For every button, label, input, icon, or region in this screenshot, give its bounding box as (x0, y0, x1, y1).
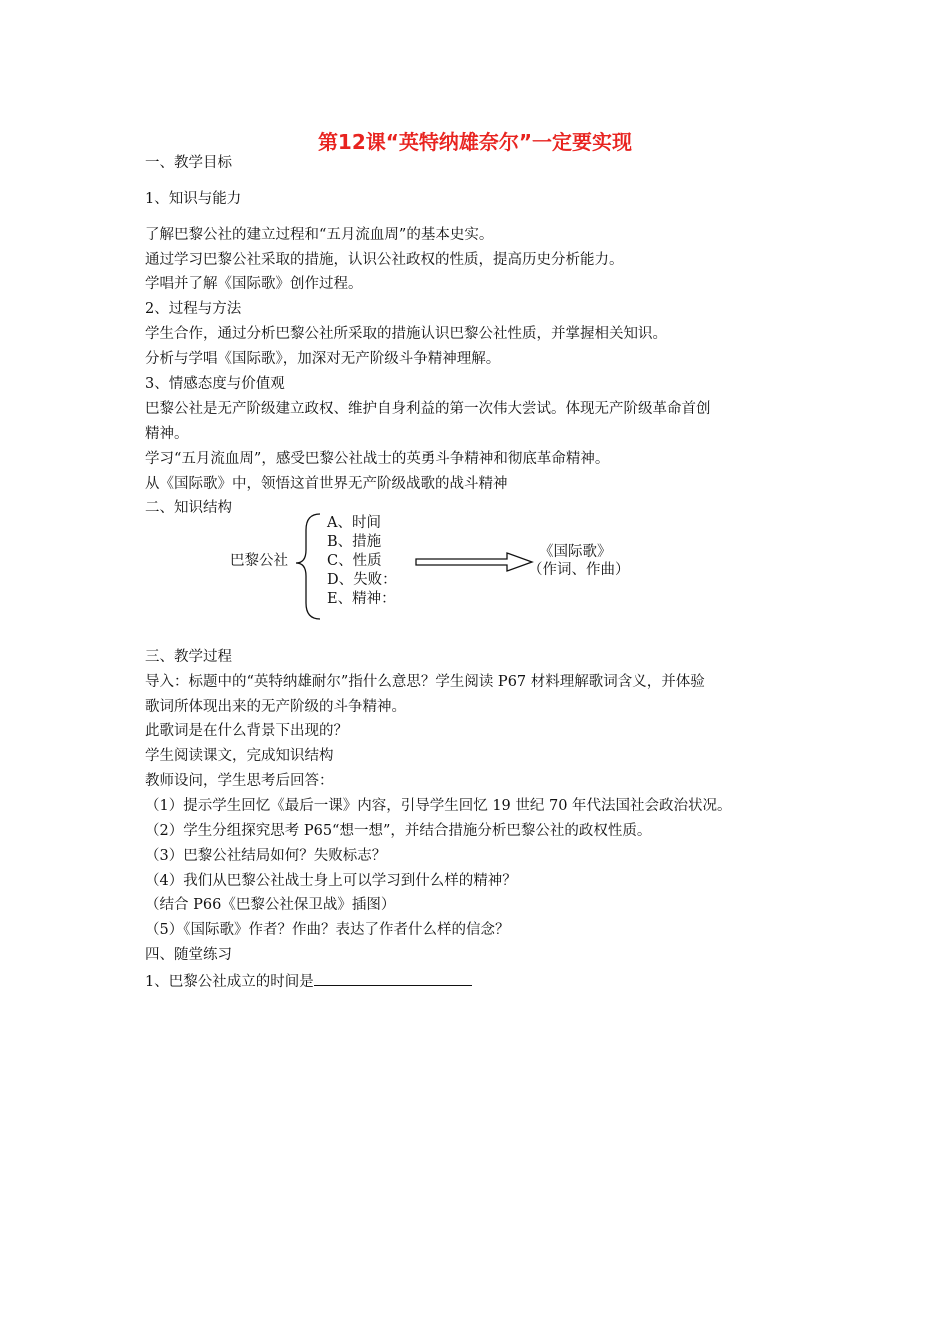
method-item: 分析与学唱《国际歌》，加深对无产阶级斗争精神理解。 (145, 351, 501, 367)
diagram-item-failure: D、失败： (327, 572, 397, 588)
heading-practice: 四、随堂练习 (145, 947, 232, 963)
process-question: （4）我们从巴黎公社战士身上可以学习到什么样的精神？ (145, 873, 517, 889)
brace-shape (296, 514, 320, 619)
answer-blank[interactable] (314, 971, 472, 986)
process-item: 导入：标题中的“英特纳雄耐尔”指什么意思？学生阅读 P67 材料理解歌词含义，并体验 (145, 674, 705, 690)
diagram-target-title: 《国际歌》 (539, 544, 612, 560)
diagram-target-subtitle: （作词、作曲） (528, 562, 630, 578)
practice-question-text: 1、巴黎公社成立的时间是 (145, 974, 314, 990)
process-question: （2）学生分组探究思考 P65“想一想”，并结合措施分析巴黎公社的政权性质。 (145, 823, 652, 839)
values-item: 巴黎公社是无产阶级建立政权、维护自身利益的第一次伟大尝试。体现无产阶级革命首创 (145, 401, 711, 417)
heading-knowledge-structure: 二、知识结构 (145, 500, 232, 516)
process-item: 歌词所体现出来的无产阶级的斗争精神。 (145, 699, 406, 715)
subheading-process-method: 2、过程与方法 (145, 301, 242, 317)
diagram-root-label: 巴黎公社 (230, 553, 288, 569)
goal-item: 学唱并了解《国际歌》创作过程。 (145, 276, 363, 292)
process-question: （5）《国际歌》作者？作曲？表达了作者什么样的信念？ (145, 922, 510, 938)
goal-item: 了解巴黎公社的建立过程和“五月流血周”的基本史实。 (145, 227, 494, 243)
practice-question (145, 971, 472, 991)
arrow-shape (416, 553, 532, 571)
diagram-item-nature: C、性质 (327, 553, 382, 569)
process-question: （1）提示学生回忆《最后一课》内容，引导学生回忆 19 世纪 70 年代法国社会政治状况。 (145, 798, 732, 814)
values-item: 从《国际歌》中，领悟这首世界无产阶级战歌的战斗精神 (145, 476, 508, 492)
heading-teaching-process: 三、教学过程 (145, 649, 232, 665)
values-item: 学习“五月流血周”，感受巴黎公社战士的英勇斗争精神和彻底革命精神。 (145, 451, 610, 467)
values-item: 精神。 (145, 426, 189, 442)
diagram-item-time: A、时间 (327, 515, 381, 531)
process-item: 此歌词是在什么背景下出现的？ (145, 723, 348, 739)
subheading-knowledge-ability: 1、知识与能力 (145, 191, 242, 207)
process-item: 学生阅读课文，完成知识结构 (145, 748, 334, 764)
method-item: 学生合作，通过分析巴黎公社所采取的措施认识巴黎公社性质，并掌握相关知识。 (145, 326, 667, 342)
page-title: 第12课“英特纳雄奈尔”一定要实现 (317, 130, 633, 154)
process-question: （3）巴黎公社结局如何？失败标志？ (145, 848, 387, 864)
diagram-item-spirit: E、精神： (327, 591, 396, 607)
subheading-attitude-values: 3、情感态度与价值观 (145, 376, 285, 392)
heading-teaching-goals: 一、教学目标 (145, 155, 232, 171)
process-item: 教师设问，学生思考后回答： (145, 773, 334, 789)
goal-item: 通过学习巴黎公社采取的措施，认识公社政权的性质，提高历史分析能力。 (145, 252, 624, 268)
diagram-item-measures: B、措施 (327, 534, 382, 550)
process-question: （结合 P66《巴黎公社保卫战》插图） (145, 897, 396, 913)
